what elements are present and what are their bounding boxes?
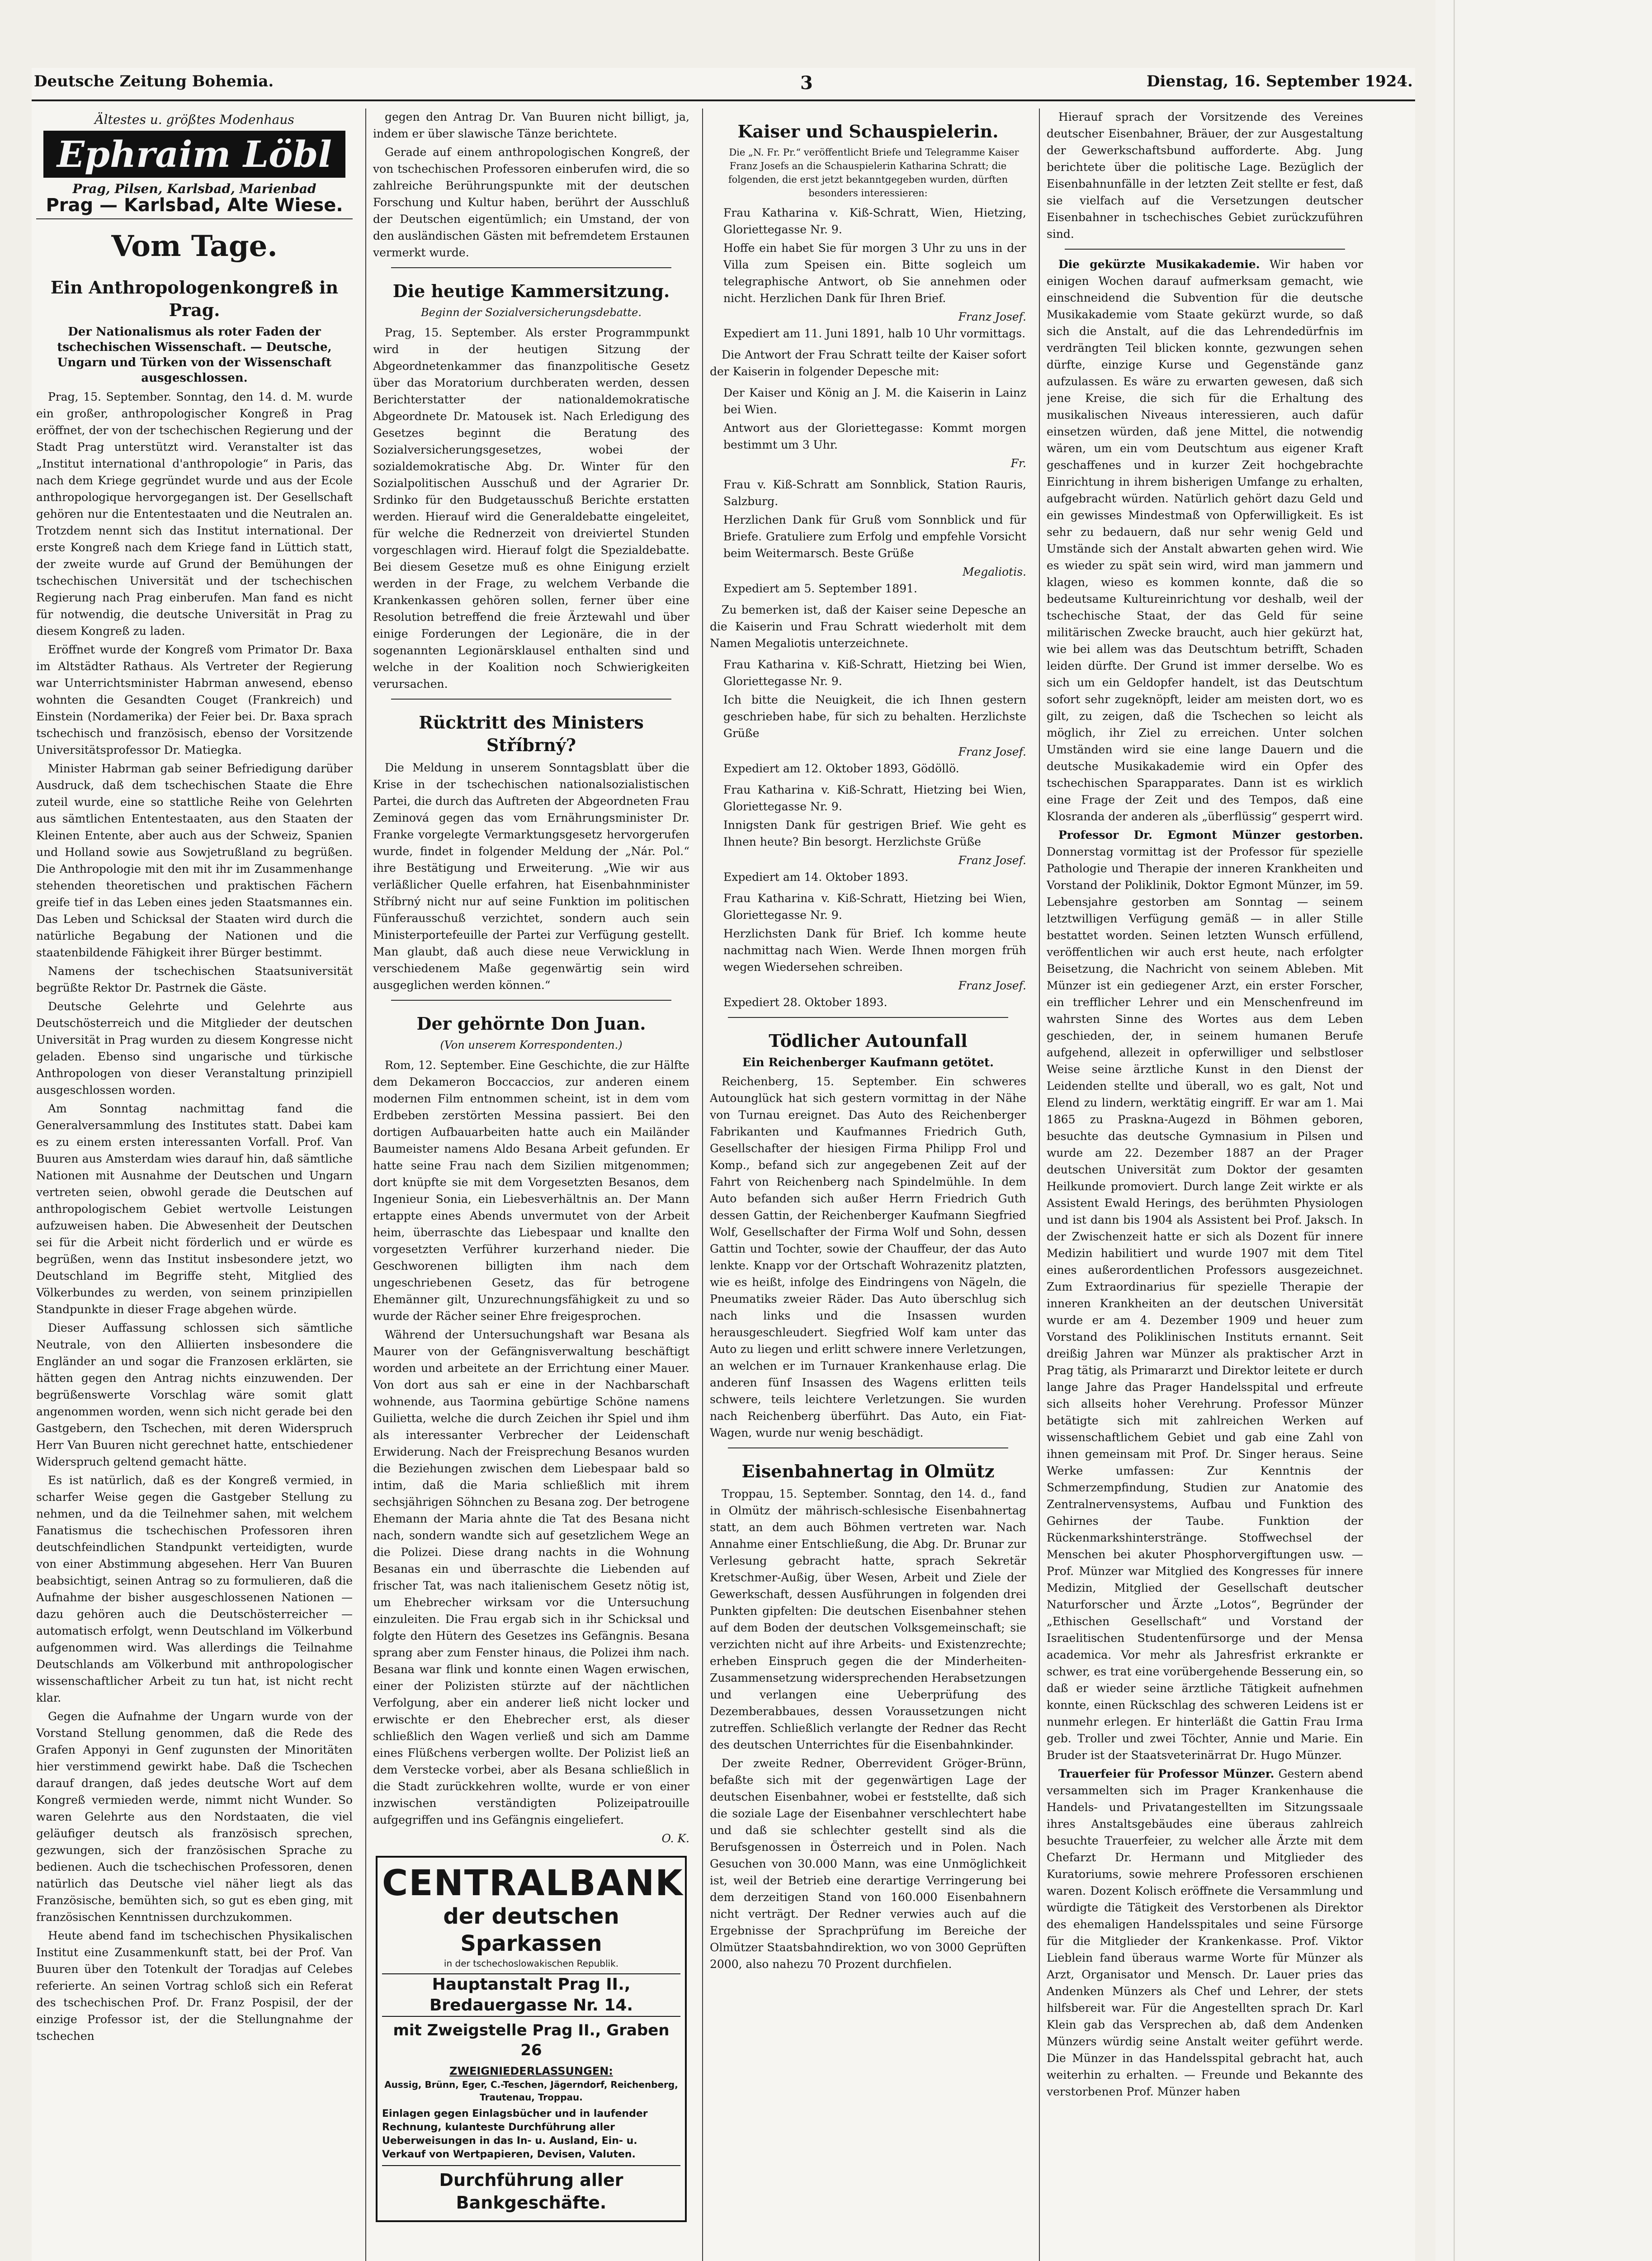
advert-logo: Ephraim Löbl [43,131,345,178]
article-lead: Professor Dr. Egmont Münzer gestorben. [1058,828,1363,842]
article-paragraph: Reichenberg, 15. September. Ein schweres Autounglück hat sich gestern vormittag in der Nähe von Turnau ereignet. Das Auto des Reichenberger Fabrikanten und Kaufmannes Friedrich Guth, Gesellschafter der hiesigen Firma Philipp Frol und Komp., befand sich zur angegebenen Zeit auf der Fahrt von Reichenberg nach Spindelmühle. In dem Auto befanden sich außer Herrn Friedrich Guth dessen Gattin, der Reichenberger Kaufmann Siegfried Wolf, Gesellschafter der Firma Wolf und Sohn, dessen Gattin und Tochter, sowie der Chauffeur, der das Auto lenkte. Knapp vor der Ortschaft Wohrazenitz platzten, wie es heißt, infolge des Eindringens von Nägeln, die Pneumatiks zweier Räder. Das Auto überschlug sich nach links und die Insassen wurden herausgeschleudert. Siegfried Wolf kam unter das Auto zu liegen und erlitt schwere innere Verletzungen, an welchen er im Turnauer Krankenhause erlag. Die anderen fünf Insassen des Wagens erlitten teils schwere, teils leichtere Verletzungen. Sie wurden nach Reichenberg überführt. Das Auto, ein Fiat-Wagen, wurde nur wenig beschädigt. [710,1075,1026,1439]
bank-slogan: Durchführung aller Bankgeschäfte. [382,2165,680,2214]
telegram-note: Expediert am 5. September 1891. [723,582,917,595]
article-paragraph: Prag, 15. September. Sonntag, den 14. d. M. wurde ein großer, anthropologischer Kongreß in Prag eröffnet, der von der tschechischen Regierung und der Stadt Prag unterstützt wird. Veranstalter ist das „Institut international d'anthropologie“ in Paris, das nach dem Kriege gegründet wurde und aus der Ecole anthropologique hervorgegangen ist. Der Gesellschaft gehören nur die Ententestaaten und die Neutralen an. Trotzdem nennt sich das Institut international. Der erste Kongreß nach dem Kriege fand in Lüttich statt, der zweite wurde auf Grund der Bemühungen der tschechischen Universität und der tschechischen Regierung nach Prag einberufen. Man fand es nicht für notwendig, die deutsche Universität in Prag zu diesem Kongreß zu laden. [36,390,353,638]
masthead [32,72,1415,95]
article-paragraph: Heute abend fand im tschechischen Physikalischen Institut eine Zusammenkunft statt, bei der Prof. Van Buuren über den Totenkult der Toradjas auf Celebes referierte. An seinen Vortrag schloß sich ein Referat des tschechischen Prof. Dr. Franz Pospisil, der der einzige Professor ist, der die Stellungnahme der tschechen [36,1929,353,2043]
article-subtitle: Ein Reichenberger Kaufmann getötet. [742,1056,994,1069]
telegram-address: Frau Katharina v. Kiß-Schratt, Hietzing bei Wien, Gloriettegasse Nr. 9. [723,892,1026,922]
telegram [710,890,1026,1011]
article-separator [391,699,671,700]
column-4 [1047,109,1363,2261]
telegram-text: Ich bitte die Neuigkeit, die ich Ihnen gestern geschrieben habe, für sich zu behalten. Herzlichste Grüße [723,693,1026,740]
article-subtitle: Beginn der Sozialversicherungsdebatte. [420,306,642,319]
bank-address: Hauptanstalt Prag II., Bredauergasse Nr. 14. [382,1973,680,2017]
masthead-paper-name: Deutsche Zeitung Bohemia. [34,72,274,90]
bank-branch: mit Zweigstelle Prag II., Graben 26 [393,2021,670,2059]
telegram-text: Hoffe ein habet Sie für morgen 3 Uhr zu uns in der Villa zum Speisen ein. Bitte sogleich um telegraphische Antwort, ob Sie annehmen oder nicht. Herzlichen Dank für Ihren Brief. [723,241,1026,305]
article-paragraph: Während der Untersuchungshaft war Besana als Maurer von der Gefängnisverwaltung beschäftigt worden und arbeitete an der Errichtung einer Mauer. Von dort aus sah er eine in der Nachbarschaft wohnende, aus Taormina gebürtige Schöne namens Guilietta, welche die durch Zeichen ihr Spiel und ihm als interessanter Verbrecher der Leidenschaft Erwiderung. Nach der Freisprechung Besanos wurden die Beziehungen zwischen dem Liebespaar bald so intim, daß die Maria schließlich mit ihrem sechsjährigen Söhnchen zu Besana zog. Der betrogene Ehemann der Maria ahnte die Tat des Besana nicht nach, sondern wandte sich auf gesetzlichem Wege an die Polizei. Diese drang nachts in die Wohnung Besanas ein und überraschte die Liebenden auf frischer Tat, was nach italienischem Gesetz nötig ist, um Ehebrecher wirksam vor die Untersuchung einzuleiten. Die Frau ergab sich in ihr Schicksal und folgte den Hütern des Gesetzes ins Gefängnis. Besana sprang aber zum Fenster hinaus, die Polizei ihm nach. Besana war flink und konnte einen Wagen erwischen, einer der Polizisten stürzte auf der nächtlichen Verfolgung, aber ein anderer ließ nicht locker und erwischte er den Ehebrecher erst, als dieser schließlich den Wagen verließ und sich am Damme eines Flüßchens verbergen wollte. Der Polizist ließ an dem Verstecke vorbei, aber als Besana schließlich in die Stadt zurückkehren wollte, wurde er von einer inzwischen verständigten Polizeipatrouille aufgegriffen und ins Gefängnis eingeliefert. [373,1328,689,1826]
article-separator [728,1447,1008,1448]
article-title: Eisenbahnertag in Olmütz [741,1461,995,1481]
article-paragraph: Minister Habrman gab seiner Befriedigung darüber Ausdruck, daß dem tschechischen Staate die Ehre zuteil wurde, eine so stattliche Reihe von Gelehrten aus sämtlichen Ententestaaten, aus den Staaten der Kleinen Entente, aber auch aus der Schweiz, Spanien und Holland sowie aus Sowjetrußland zu begrüßen. Die Anthropologie mit den mit ihr im Zusammenhange stehenden theoretischen und praktischen Fächern greife tief in das Leben eines jeden Staatsmannes ein. Das Leben und Schicksal der Staaten wird durch die natürliche Begabung der Nationen und die staatenbildende Fähigkeit ihrer Bürger bestimmt. [36,762,353,959]
header-rule [32,99,1415,101]
telegram-text: Der Kaiser und König an J. M. die Kaiserin in Lainz bei Wien. [723,386,1026,416]
page-edge [1435,0,1652,2261]
telegram-signature: Franz Josef. [958,979,1026,992]
article-separator [728,1017,1008,1018]
article-title: Kaiser und Schauspielerin. [737,121,999,142]
telegram-note: Expediert 28. Oktober 1893. [723,996,887,1009]
article-paragraph: Rom, 12. September. Eine Geschichte, die zur Hälfte dem Dekameron Boccaccios, zur anderen einem modernen Film entnommen scheint, ist in dem vom Erdbeben zerstörten Messina passiert. Bei den dortigen Aufbauarbeiten hatte auch ein Mailänder Baumeister namens Aldo Besana Arbeit gefunden. Er hatte seine Frau nach dem Sizilien mitgenommen; dort knüpfte sie mit dem Vorgesetzten Besanos, dem Ingenieur Sonia, ein Liebesverhältnis an. Der Mann ertappte eines Abends unvermutet von der Arbeit heim, überraschte das Liebespaar und knallte den vorgesetzten Verführer kurzerhand nieder. Die Geschworenen billigten ihm nach dem ungeschriebenen Gesetz, das für betrogene Ehemänner gilt, Unzurechnungsfähigkeit zu und so wurde der Rächer seiner Ehre freigesprochen. [373,1059,689,1323]
telegram-address: Frau Katharina v. Kiß-Schratt, Hietzing bei Wien, Gloriettegasse Nr. 9. [723,783,1026,813]
article-subtitle: Der Nationalismus als roter Faden der tschechischen Wissenschaft. — Deutsche, Ungarn und Türken von der Wissenschaft ausgeschlossen. [57,325,332,385]
article-paragraph: gegen den Antrag Dr. Van Buuren nicht billigt, ja, indem er über slawische Tänze berichtete. [373,110,689,140]
column-divider [1039,109,1040,2261]
article-paragraph: Prag, 15. September. Als erster Programmpunkt wird in der heutigen Sitzung der Abgeordnetenkammer das finanzpolitische Gesetz über das Moratorium durchberaten werden, dessen Berichterstatter der nationaldemokratische Abgeordnete Dr. Matousek ist. Nach Erledigung des Gesetzes beginnt die Beratung des Sozialversicherungsgesetzes, wobei der sozialdemokratische Abg. Dr. Winter für den Sozialpolitischen Ausschuß und der Agrarier Dr. Srdinko für den Budgetausschuß Berichte erstatten werden. Hierauf wird die Generaldebatte eingeleitet, für welche die Rednerzeit von dreiviertel Stunden vorgeschlagen wird. Hierauf folgt die Spezialdebatte. Bei diesem Gesetze muß es ohne Einigung erzielt werden in der Frage, zu welchem Verbande die Krankenkassen gehören sollen, ferner über eine Resolution betreffend die freie Ärztewahl und über einige Forderungen der Legionäre, die in der sogenannten Legionärsklausel enthalten sind und welche in der Koalition noch Schwierigkeiten verursachen. [373,326,689,691]
advert-branches: Prag, Pilsen, Karlsbad, Marienbad [72,181,316,196]
article-intro: Die „N. Fr. Pr.“ veröffentlicht Briefe und Telegramme Kaiser Franz Josefs an die Schauspielerin Katharina Schratt; die folgenden, die erst jetzt bekanntgegeben wurden, dürften besonders interessieren: [728,147,1019,199]
advert-tagline: Ältestes u. größtes Modenhaus [94,112,294,127]
advert-centralbank [376,1856,687,2222]
article-separator [391,1000,671,1001]
telegram-text: Herzlichsten Dank für Brief. Ich komme heute nachmittag nach Wien. Werde Ihnen morgen früh wegen Wiedersehen schreiben. [723,927,1026,974]
telegram-note: Expediert am 12. Oktober 1893, Gödöllö. [723,762,959,775]
article-signature: O. K. [661,1832,689,1845]
telegram-address: Frau Katharina v. Kiß-Schratt, Wien, Hietzing, Gloriettegasse Nr. 9. [723,206,1026,236]
telegram-text: Innigsten Dank für gestrigen Brief. Wie geht es Ihnen heute? Bin besorgt. Herzlichste Grüße [723,818,1026,848]
article-paragraph: Am Sonntag nachmittag fand die Generalversammlung des Institutes statt. Dabei kam es zu einem ersten interessanten Vorfall. Prof. Van Buuren aus Amsterdam wies darauf hin, daß sämtliche Nationen mit Ausnahme der Deutschen und Ungarn vertreten seien, obwohl gerade die Deutschen auf anthropologischem Gebiet wertvolle Leistungen aufzuweisen haben. Die Abwesenheit der Deutschen sei für die Arbeit nicht förderlich und er würde es begrüßen, wenn das Institut insbesondere jetzt, wo Deutschland im Begriffe steht, Mitglied des Völkerbundes zu werden, von seinem prinzipiellen Standpunkte in dieser Frage abgehen würde. [36,1102,353,1316]
bank-branches-heading: ZWEIGNIEDERLASSUNGEN: [449,2065,613,2077]
bank-services: Einlagen gegen Einlagsbücher und in laufender Rechnung, kulanteste Durchführung aller Ueberweisungen in das In- u. Ausland, Ein- u. Verkauf von Wertpapieren, Devisen, Valuten. [382,2108,648,2160]
article-text: Wir haben vor einigen Wochen darauf aufmerksam gemacht, wie einschneidend die Subvention für die deutsche Musikakademie vom Staate gekürzt wurde, so daß sich die Anstalt, auf die das Lehrendedürfnis im verdrängten Teil blicken konnte, gezwungen sehen dürfte, einzige Kurse und Gegenstände ganz aufzulassen. Es wäre zu erwarten gewesen, daß sich jene Kreise, die sich für die Erhaltung des musikalischen Niveaus interessieren, auch dafür einsetzen würden, daß jene Mittel, die notwendig wären, um ein vom Deutschtum aus eigener Kraft geschaffenes und in kurzer Zeit hochgebrachte Einrichtung in ihrem bisherigen Umfange zu erhalten, aufgebracht würden. Natürlich gehört dazu Geld und ein gewisses Mindestmaß von Opferwilligkeit. Es ist sehr zu bedauern, daß nur sehr wenig Geld und Umstände sich der Anstalt abwarten gehen wird. Wie es wieder zu spät sein wird, wird man jammern und klagen, wieso es kommen konnte, daß die so bedeutsame Kultureinrichtung vor deshalb, weil der tschechische Staat, der das Geld für seine militärischen Zwecke braucht, auch hier gekürzt hat, wie bei allem was das Deutschtum betrifft, Schaden leiden dürfte. Der Grund ist immer derselbe. Wo es sich um ein Geldopfer handelt, ist das Deutschtum sofort sehr zugeknöpft, leider am meisten dort, wo es gilt, zu zeigen, daß die Tschechen so leicht als möglich, ihr Ziel zu erreichen. Unter solchen Umständen wird sie eine lange Dauern und die deutsche Musikakademie wird ein Opfer des tschechischen Sparapparates. Dann ist es wirklich eine Frage der Zeit und des Tempos, daß eine Klosranda der anderen als „überflüssig“ gesperrt wird. [1047,258,1363,823]
telegram-note: Expediert am 14. Oktober 1893. [723,870,909,884]
telegram-signature: Franz Josef. [958,854,1026,867]
telegram [710,476,1026,597]
column-3 [710,109,1026,2261]
article-paragraph: Dieser Auffassung schlossen sich sämtliche Neutrale, von den Alliierten insbesondere die Engländer an und sogar die Franzosen erklärten, sie hätten gegen den Antrag nichts einzuwenden. Der begrüßenswerte Vorschlag wäre somit glatt angenommen worden, wenn sich nicht gerade bei den Gastgebern, den Tschechen, mit deren Widerspruch Herr Van Buuren nicht gerechnet hatte, entschiedener Widerspruch geltend gemacht hätte. [36,1321,353,1468]
article-title: Die heutige Kammersitzung. [392,281,670,301]
article-title: Tödlicher Autounfall [769,1031,968,1051]
telegram-address: Frau v. Kiß-Schratt am Sonnblick, Station Rauris, Salzburg. [723,478,1026,508]
advert-address: Prag — Karlsbad, Alte Wiese. [46,195,343,216]
article-paragraph [1047,827,1363,1764]
article-text: Donnerstag vormittag ist der Professor für spezielle Pathologie und Therapie der inneren Krankheiten und Vorstand der Poliklinik, Doktor Egmont Münzer, im 59. Lebensjahre gestorben am Sonntag — seinem letztwilligen Verfügung gemäß — in aller Stille bestattet worden. Seinen letzten Wunsch erfüllend, veröffentlichen wir auch erst heute, nach erfolgter Beisetzung, die Nachricht von seinem Ableben. Mit Münzer ist ein gediegener Arzt, ein erster Forscher, ein trefflicher Lehrer und ein Menschenfreund im wahrsten Sinne des Wortes aus dem Leben geschieden, der, in seinem humanen Berufe aufgehend, allezeit in opferwilliger und selbstloser Weise seine ärztliche Kunst in den Dienst der Leidenden stellte und überall, wo es galt, Not und Elend zu lindern, werktätig eingriff. Er war am 1. Mai 1865 zu Praskna-Augezd in Böhmen geboren, besuchte das deutsche Gymnasium in Pilsen und wurde am 22. Dezember 1887 an der Prager deutschen Universität zum Doktor der gesamten Heilkunde promoviert. Durch lange Zeit wirkte er als Assistent Ewald Herings, des berühmten Physiologen und ist dann bis 1904 als Assistent bei Prof. Jaksch. In der Zwischenzeit hatte er sich als Dozent für innere Medizin habilitiert und wurde 1907 mit dem Titel eines außerordentlichen Professors ausgezeichnet. Zum Extraordinarius für spezielle Therapie der inneren Krankheiten an der deutschen Universität wurde er am 4. Dezember 1909 und heuer zum Vorstand des Poliklinischen Instituts ernannt. Seit dreißig Jahren war Münzer als praktischer Arzt in Prag tätig, als Primararzt und Direktor leitete er durch lange Jahre das Prager Handelsspital und erfreute sich allseits hoher Verehrung. Professor Münzer betätigte sich mit zahlreichen Werken auf wissenschaftlichem Gebiet und gab eine Zahl von ihnen gemeinsam mit Prof. Dr. Singer heraus. Seine Werke umfassen: Zur Kenntnis der Schmerzempfindung, Studien zur Anatomie des Zentralnervensystems, Aufbau und Funktion des Gehirnes der Taube. Funktion der Rückenmarkshinterstränge. Stoffwechsel der Menschen bei akuter Phosphorvergiftungen usw. — Prof. Münzer war Mitglied des Kongresses für innere Medizin, Mitglied der Gesellschaft deutscher Naturforscher und Ärzte „Lotos“, Begründer der „Ethischen Gesellschaft“ und Vorstand der Israelitischen Studentenfürsorge und der Mensa academica. Vor mehr als Jahresfrist erkrankte er schwer, es trat eine vorübergehende Besserung ein, so daß er wieder seine ärztliche Tätigkeit aufnehmen konnte, einen Rückschlag des schweren Leidens ist er nunmehr erlegen. Er hinterläßt die Gattin Frau Irma geb. Troller und zwei Töchter, Annie und Marie. Ein Bruder ist der Staatsveterinärrat Dr. Hugo Münzer. [1047,845,1363,1762]
bank-name: CENTRALBANK [382,1863,684,1904]
article-text: Gestern abend versammelten sich im Prager Krankenhause die Handels- und Privatangestellten im Sitzungssaale ihres Anstaltsgebäudes eine überaus zahlreich besuchte Trauerfeier, zu welcher alle Ärzte mit dem Chefarzt Dr. Hermann und Mitglieder des Kuratoriums, sowie mehrere Professoren erschienen waren. Dozent Kolisch eröffnete die Versammlung und würdigte die Tätigkeit des Verstorbenen als Direktor des ehemaligen Handelsspitales und seine Fürsorge für die Mitglieder der Krankenkasse. Prof. Viktor Lieblein fand überaus warme Worte für Münzer als Arzt, Organisator und Mensch. Dr. Lauer pries das Andenken Münzers als Chef und Lehrer, der stets hilfsbereit war. Für die Angestellten sprach Dr. Karl Klein gab das Versprechen ab, daß dem Andenken Münzers würdig seine Anstalt weiter geführt werde. Die Münzer in das Handelsspital gebracht hat, auch weiterhin zu erhalten. — Freunde und Bekannte des verstorbenen Prof. Münzer haben [1047,1767,1363,2098]
telegram [710,781,1026,885]
article-paragraph: Zu bemerken ist, daß der Kaiser seine Depesche an die Kaiserin und Frau Schratt wiederholt mit dem Namen Megaliotis unterzeichnete. [710,603,1026,650]
bank-subtitle: der deutschen Sparkassen [443,1904,619,1956]
telegram-text: Antwort aus der Gloriettegasse: Kommt morgen bestimmt um 3 Uhr. [723,421,1026,451]
column-1 [36,109,353,2261]
article-lead: Trauerfeier für Professor Münzer. [1058,1767,1274,1780]
bank-branches-list: Aussig, Brünn, Eger, C.-Teschen, Jägerndorf, Reichenberg, Trautenau, Troppau. [384,2079,678,2103]
article-paragraph: Deutsche Gelehrte und Gelehrte aus Deutschösterreich und die Mitglieder der deutschen Universität in Prag wurden zu diesem Kongresse nicht geladen. Ebenso sind ungarische und türkische Anthropologen von dieser Veranstaltung prinzipiell ausgeschlossen worden. [36,1000,353,1097]
article-paragraph: Eröffnet wurde der Kongreß vom Primator Dr. Baxa im Altstädter Rathaus. Als Vertreter der Regierung war Unterrichtsminister Habrman anwesend, ebenso wohnten die Gesandten Couget (Frankreich) und Einstein (Nordamerika) der Feier bei. Dr. Baxa sprach tschechisch und französisch, ebenso der Vorsitzende Universitätsprofessor Dr. Matiegka. [36,643,353,757]
article-paragraph: Die Antwort der Frau Schratt teilte der Kaiser sofort der Kaiserin in folgender Depesche mit: [710,348,1026,378]
article-paragraph: Die Meldung in unserem Sonntagsblatt über die Krise in der tschechischen nationalsozialistischen Partei, die durch das Auftreten der Abgeordneten Frau Zeminová gegen das vom Ernährungsminister Dr. Franke vorgelegte Vermarktungsgesetz hervorgerufen wurde, findet in folgender Meldung der „Nár. Pol.“ ihre Bestätigung und Erweiterung. „Wie wir aus verläßlicher Quelle erfahren, hat Eisenbahnminister Stříbrný nicht nur auf seine Funktion im politischen Fünferausschuß verzichtet, sondern auch sein Ministerportefeuille der Partei zur Verfügung gestellt. Man glaubt, daß auch diese neue Verwicklung in verschiedenem Maße gegenwärtig sein wird ausgeglichen werden können.“ [373,761,689,992]
masthead-date: Dienstag, 16. September 1924. [1147,72,1413,90]
telegram-signature: Megaliotis. [962,565,1026,578]
article-paragraph: Gerade auf einem anthropologischen Kongreß, der von tschechischen Professoren einberufen wird, die so zahlreiche Berührungspunkte mit der deutschen Forschung und Kultur haben, berührt der Ausschluß der Deutschen eigentümlich; ein Umstand, der von den ausländischen Gästen mit befremdetem Erstaunen vermerkt wurde. [373,146,689,259]
section-headline: Vom Tage. [111,229,278,263]
article-paragraph [1047,1765,1363,2100]
masthead-page-number: 3 [800,72,813,94]
telegram-signature: Franz Josef. [958,310,1026,323]
telegram-signature: Franz Josef. [958,745,1026,758]
telegram-text: Herzlichen Dank für Gruß vom Sonnblick und für Briefe. Gratuliere zum Erfolg und empfehle Vorsicht beim Weitermarsch. Beste Grüße [723,513,1026,560]
article-paragraph: Es ist natürlich, daß es der Kongreß vermied, in scharfer Weise gegen die Gastgeber Stellung zu nehmen, und da die Teilnehmer sahen, mit welchem Fanatismus die tschechischen Professoren ihren deutschfeindlichen Standpunkt verteidigten, wurde von einer Abstimmung abgesehen. Herr Van Buuren beabsichtigt, seinen Antrag so zu formulieren, daß die Aufnahme der bisher ausgeschlossenen Nationen — dazu gehören auch die Deutschösterreicher — automatisch erfolgt, wenn Deutschland im Völkerbund aufgenommen wird. Was allerdings die Teilnahme Deutschlands am Völkerbund mit anthropologischer wissenschaftlicher Arbeit zu tun hat, ist nicht recht klar. [36,1474,353,1704]
article-title: Ein Anthropologenkongreß in Prag. [50,277,339,320]
article-title: Der gehörnte Don Juan. [416,1013,646,1034]
article-separator [1065,249,1345,250]
advert-loebl [36,109,353,219]
article-paragraph [1047,256,1363,825]
telegram-signature: Fr. [1010,457,1026,470]
article-paragraph: Troppau, 15. September. Sonntag, den 14. d., fand in Olmütz der mährisch-schlesische Eisenbahnertag statt, an dem auch Böhmen vertreten war. Nach Annahme einer Entschließung, die Abg. Dr. Brunar zur Verlesung gebracht hatte, sprach Sekretär Kretschmer-Außig, über Wesen, Arbeit und Ziele der Gewerkschaft, dessen Ausführungen in folgenden drei Punkten gipfelten: Die deutschen Eisenbahner stehen auf dem Boden der deutschen Volksgemeinschaft; sie verzichten nicht auf ihre Arbeits- und Existenzrechte; erheben Einspruch gegen die der Minderheiten-Zusammensetzung widersprechenden Herabsetzungen und verlangen eine Ueberprüfung des Dezemberabbaues, dessen Voraussetzungen nicht zutreffen. Schließlich verlangte der Redner das Recht des deutschen Unterrichtes für die Eisenbahnkinder. [710,1487,1026,1751]
column-2 [373,109,689,2261]
telegram-address: Frau Katharina v. Kiß-Schratt, Hietzing bei Wien, Gloriettegasse Nr. 9. [723,658,1026,688]
article-paragraph: Hierauf sprach der Vorsitzende des Vereines deutscher Eisenbahner, Bräuer, der zur Ausgestaltung der Gewerkschaftsbund aufforderte. Abg. Jung berichtete über die politische Lage. Bezüglich der Eisenbahnunfälle in der letzten Zeit stellte er fest, daß sie vielfach auf die Versetzungen deutscher Eisenbahner in tschechisches Gebiet zurückzuführen sind. [1047,110,1363,241]
telegram [710,384,1026,472]
article-paragraph: Der zweite Redner, Oberrevident Gröger-Brünn, befaßte sich mit der gegenwärtigen Lage der deutschen Eisenbahner, wobei er feststellte, daß sich die soziale Lage der Eisenbahner verschlechtert habe und daß sie schlechter gestellt sind als die Berufsgenossen in Österreich und in Polen. Nach Gesuchen von 30.000 Mann, was eine Unmöglichkeit ist, weil der Betrieb eine derartige Verringerung bei dem derzeitigen Stand von 160.000 Eisenbahnern nicht verträgt. Der Redner verwies auch auf die Ergebnisse der Sprachprüfung im Bereiche der Olmützer Staatsbahndirektion, wo von 3000 Geprüften 2000, also nahezu 70 Prozent durchfielen. [710,1757,1026,1971]
column-divider [702,109,703,2261]
article-lead: Die gekürzte Musikakademie. [1058,258,1260,271]
telegram-note: Expediert am 11. Juni 1891, halb 10 Uhr vormittags. [723,327,1026,340]
article-paragraph: Namens der tschechischen Staatsuniversität begrüßte Rektor Dr. Pastrnek die Gäste. [36,965,353,994]
article-subtitle: (Von unserem Korrespondenten.) [440,1039,623,1051]
bank-country: in der tschechoslowakischen Republik. [444,1958,619,1969]
telegram [710,204,1026,342]
telegram [710,656,1026,777]
article-paragraph: Gegen die Aufnahme der Ungarn wurde von der Vorstand Stellung genommen, daß die Rede des Grafen Apponyi in Genf zugunsten der Minoritäten hier verstimmend gewirkt habe. Daß die Tschechen darauf drangen, daß jedes deutsche Wort auf dem Kongreß vermieden werde, nimmt nicht Wunder. So waren Gelehrte aus den Nordstaaten, die viel geläufiger deutsch als französisch sprechen, gezwungen, sich der französischen Sprache zu bedienen. Auch die tschechischen Professoren, denen natürlich das Deutsche viel näher liegt als das Französische, bemühten sich, so gut es eben ging, mit französischen Kenntnissen durchzukommen. [36,1710,353,1924]
article-title: Rücktritt des Ministers Stříbrný? [419,712,644,755]
column-divider [365,109,366,2261]
article-separator [391,267,671,268]
